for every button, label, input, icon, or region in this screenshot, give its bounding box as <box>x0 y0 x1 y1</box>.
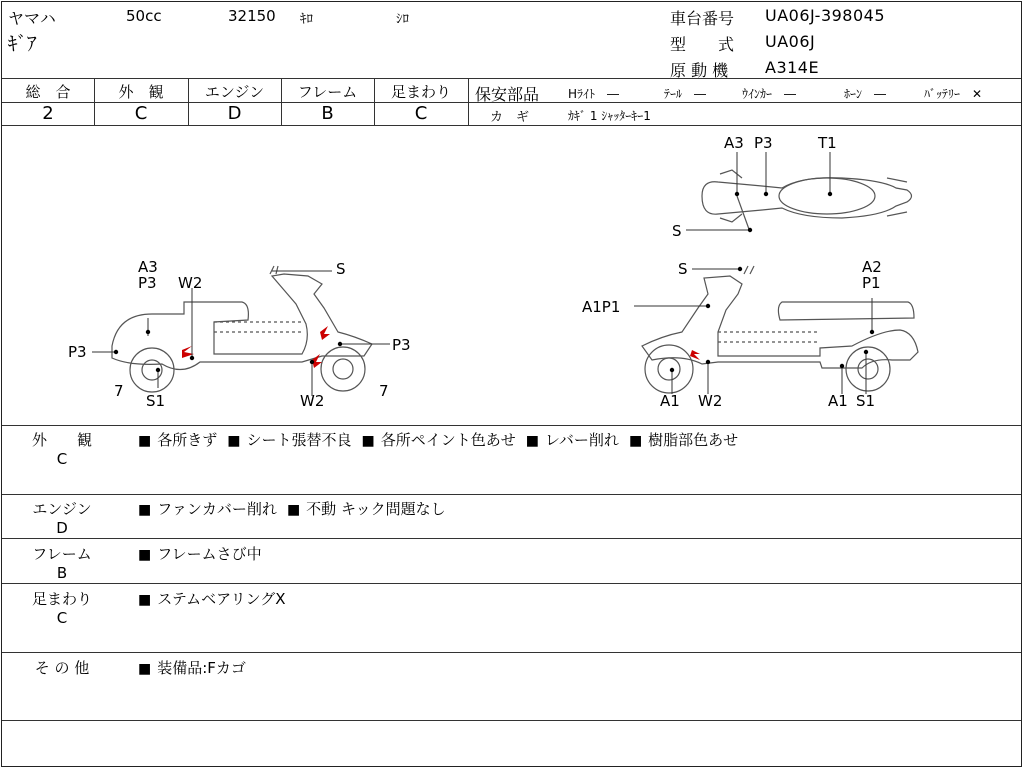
scooter-top-view <box>702 170 912 232</box>
remark-item: ■ シート張替不良 <box>227 431 351 449</box>
remark-item: ■ 各所ペイント色あせ <box>362 431 516 449</box>
engine-label: 原 動 機 <box>670 61 729 80</box>
divider <box>2 652 1021 653</box>
damage-mark <box>320 326 330 340</box>
remark-engine-items <box>138 498 456 519</box>
damage-diagram <box>2 126 1021 425</box>
diag-top-a3: A3 <box>724 134 744 152</box>
divider <box>2 538 1021 539</box>
engine-no: A314E <box>765 58 820 77</box>
grade-overall-label: 総 合 <box>25 83 71 101</box>
inspection-sheet <box>1 1 1022 767</box>
remark-other-items <box>138 657 256 678</box>
remark-engine-grade: D <box>56 519 68 537</box>
divider <box>2 425 1021 426</box>
grade-suspension-value: C <box>414 103 428 124</box>
divider <box>2 78 1021 79</box>
remark-exterior-grade: C <box>56 450 68 468</box>
frame-no-label: 車台番号 <box>670 9 735 28</box>
grade-overall-value: 2 <box>42 103 54 124</box>
remark-item: ■ ファンカバー削れ <box>138 500 277 518</box>
diag-left-w2-bottom: W2 <box>300 392 325 410</box>
diag-right-s: S <box>678 260 688 278</box>
grade-suspension-label: 足まわり <box>390 83 451 101</box>
divider <box>2 720 1021 721</box>
divider <box>468 78 469 125</box>
type-value: UA06J <box>765 32 816 51</box>
grade-frame-label: フレーム <box>297 83 358 101</box>
key-value: ｶｷﾞ 1 ｼｬｯﾀｰｷｰ1 <box>568 109 651 123</box>
maker: ヤマハ <box>8 9 56 28</box>
damage-mark <box>690 350 700 360</box>
safety-parts-label: 保安部品 <box>475 85 540 104</box>
diag-top-t1: T1 <box>818 134 837 152</box>
remark-item: ■ 樹脂部色あせ <box>629 431 738 449</box>
diag-right-a1p1: A1P1 <box>582 298 621 316</box>
diag-right-a2: A2 <box>862 258 882 276</box>
diag-top-p3: P3 <box>754 134 773 152</box>
diag-left-w2: W2 <box>178 274 203 292</box>
grade-engine-value: D <box>227 103 242 124</box>
diag-left-a3: A3 <box>138 258 158 276</box>
diag-right-p1: P1 <box>862 274 881 292</box>
remark-frame-items <box>138 543 272 564</box>
remark-item: ■ ステムベアリングX <box>138 590 286 608</box>
remark-exterior-items <box>138 429 748 450</box>
model-name: ｷﾞｱ <box>8 33 37 55</box>
remark-item: ■ レバー削れ <box>526 431 619 449</box>
diag-right-s1: S1 <box>856 392 876 410</box>
grade-frame-value: B <box>321 103 334 124</box>
key-label: カ ギ <box>490 110 530 125</box>
diag-right-a1-rear: A1 <box>828 392 848 410</box>
diag-right-w2: W2 <box>698 392 723 410</box>
remark-suspension-label: 足まわり <box>31 590 92 608</box>
divider <box>2 494 1021 495</box>
mileage-unit: ｷﾛ <box>300 12 313 27</box>
safety-battery: ﾊﾞｯﾃﾘｰ ✕ <box>924 87 983 101</box>
remark-other-label: そ の 他 <box>34 659 90 677</box>
color: ｼﾛ <box>396 12 409 27</box>
diag-left-s: S <box>336 260 346 278</box>
remark-engine-label: エンジン <box>32 500 92 518</box>
safety-taillight: ﾃｰﾙ ― <box>664 87 707 101</box>
divider <box>468 102 1021 103</box>
diag-left-p3-front: P3 <box>68 343 87 361</box>
grade-exterior-label: 外 観 <box>118 83 164 101</box>
diag-right-a1-front: A1 <box>660 392 680 410</box>
remark-frame-grade: B <box>56 564 68 582</box>
grade-exterior-value: C <box>134 103 148 124</box>
mileage: 32150 <box>228 7 276 25</box>
type-label: 型 式 <box>670 35 735 54</box>
displacement: 50cc <box>126 7 162 25</box>
remark-item: ■ 不動 キック問題なし <box>287 500 446 518</box>
diag-left-7-front: 7 <box>114 382 124 400</box>
remark-item: ■ 各所きず <box>138 431 217 449</box>
remark-item: ■ フレームさび中 <box>138 545 262 563</box>
safety-headlight: Hﾗｲﾄ ― <box>568 87 620 101</box>
remark-suspension-items <box>138 588 296 609</box>
divider <box>2 583 1021 584</box>
diag-left-p3: P3 <box>138 274 157 292</box>
remark-frame-label: フレーム <box>32 545 92 563</box>
remark-item: ■ 装備品:Fカゴ <box>138 659 246 677</box>
remark-exterior-label: 外 観 <box>31 431 92 449</box>
grade-engine-label: エンジン <box>204 83 265 101</box>
remark-suspension-grade: C <box>56 609 68 627</box>
diag-left-7-rear: 7 <box>379 382 389 400</box>
safety-horn: ﾎｰﾝ ― <box>844 87 887 101</box>
diag-left-s1: S1 <box>146 392 166 410</box>
safety-winker: ｳｲﾝｶｰ ― <box>742 87 797 101</box>
diag-top-s: S <box>672 222 682 240</box>
diag-left-p3-rear: P3 <box>392 336 411 354</box>
frame-no: UA06J-398045 <box>765 6 886 25</box>
